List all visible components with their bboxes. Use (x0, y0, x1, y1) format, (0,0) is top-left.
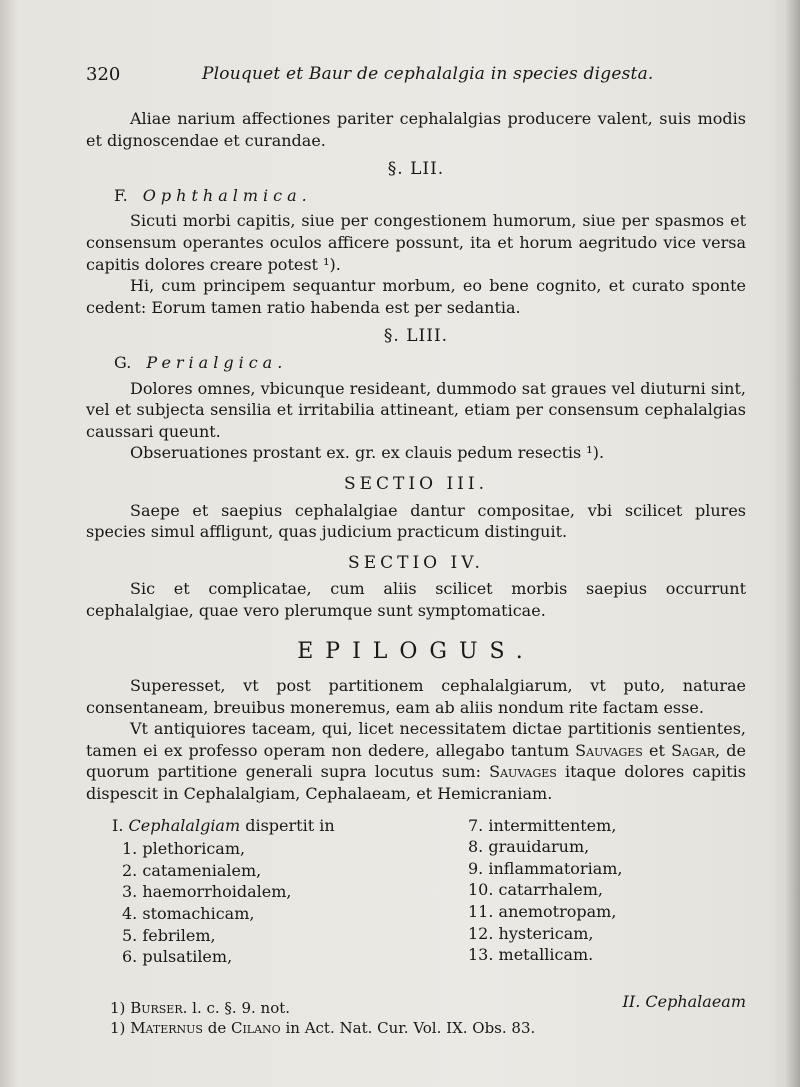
paragraph-hi: Hi, cum principem sequantur morbum, eo bene cognito, et curato sponte cedent: Eorum tamen ratio habenda est per sedantia. (86, 276, 746, 317)
paragraph-vt-antiquiores (86, 718, 746, 804)
section-53-letter: G. (114, 352, 132, 372)
list-heading-rest: dispertit in (240, 815, 335, 835)
list-item: 9. inflammatoriam, (468, 858, 623, 878)
author-name: Sauvages (575, 740, 643, 760)
page-body (86, 108, 746, 1013)
footnote-author: Maternus (130, 1019, 203, 1037)
list-heading-number: I. (112, 815, 124, 835)
list-heading (112, 815, 442, 837)
page-edge-shadow (786, 0, 800, 1087)
footnote-author: Burser. (130, 999, 188, 1017)
list-item: 13. metallicam. (468, 945, 594, 965)
section-52-letter: F. (114, 185, 128, 205)
paragraph-superesset: Superesset, vt post partitionem cephalalgiarum, vt puto, naturae consentaneam, breuibus moneremus, eam ab aliis nondum rite factam esse. (86, 676, 746, 717)
footnotes (110, 998, 670, 1038)
classification-list (86, 815, 746, 987)
paragraph-narium: Aliae narium affectiones pariter cephalalgias producere valent, suis modis et dignoscendae et curandae. (86, 109, 746, 150)
page-header (86, 64, 746, 90)
running-head: Plouquet et Baur de cephalalgia in species digesta. (202, 64, 654, 84)
section-52-heading: §. LII. (387, 159, 445, 180)
list-item: 2. catamenialem, (122, 860, 262, 880)
page-number: 320 (86, 64, 121, 85)
list-item: 7. intermittentem, (468, 815, 617, 835)
list-column-right (468, 815, 746, 966)
section-53-subtitle (114, 352, 746, 374)
list-item: 11. anemotropam, (468, 902, 617, 921)
text-run: Vt antiquiores taceam, qui, licet necessitatem dictae partitionis sentientes, tamen ei ex professo operam non dedere, allegabo tantum (86, 719, 746, 760)
list-item: 10. catarrhalem, (468, 880, 603, 900)
paragraph-obseruationes: Obseruationes prostant ex. gr. ex clauis pedum resectis ¹). (130, 443, 605, 463)
list-item: 3. haemorrhoidalem, (122, 882, 292, 902)
catchword: II. Cephalaeam (622, 991, 746, 1011)
footnote-author: Cilano (230, 1019, 281, 1037)
list-item: 4. stomachicam, (122, 904, 255, 923)
section-53-title: Perialgica. (146, 352, 288, 372)
footnote-text: l. c. §. 9. not. (187, 999, 291, 1017)
sectio-3-heading: SECTIO III. (343, 473, 488, 494)
author-name: Sauvages (489, 762, 557, 782)
paragraph-saepe: Saepe et saepius cephalalgiae dantur compositae, vbi scilicet plures species simul affligunt, quas judicium practicum distinguit. (86, 500, 746, 542)
footnote-mark: 1) (110, 1019, 126, 1037)
text-run: itaque dolores capitis dispescit in Cephalalgiam, Cephalaeam, et Hemicraniam. (86, 762, 746, 804)
list-item: 1. plethoricam, (122, 839, 246, 859)
list-item: 5. febrilem, (122, 925, 216, 945)
list-column-left (112, 815, 442, 968)
list-item: 6. pulsatilem, (122, 947, 233, 967)
epilogus-heading: EPILOGUS. (297, 639, 535, 665)
section-52-subtitle (114, 185, 746, 207)
paragraph-sic: Sic et complicatae, cum aliis scilicet morbis saepius occurrunt cephalalgiae, quae vero plerumque sunt symptomaticae. (86, 579, 746, 620)
text-run: et (642, 740, 672, 760)
paragraph-dolores: Dolores omnes, vbicunque resideant, dummodo sat graues vel diuturni sint, vel et subjecta sensilia et irritabilia attineant, etiam per consensum cephalalgias caussari queunt. (86, 378, 746, 441)
footnote-text: de (202, 1019, 231, 1037)
list-heading-term: Cephalalgiam (128, 815, 241, 835)
section-52-title: Ophthalmica. (142, 185, 312, 205)
sectio-4-heading: SECTIO IV. (348, 552, 484, 573)
text-run: , de quorum partitione generali supra locutus sum: (86, 740, 746, 782)
footnote-2 (110, 1018, 670, 1038)
section-53-heading: §. LIII. (383, 326, 449, 347)
list-item: 8. grauidarum, (468, 837, 590, 857)
footnote-1 (110, 998, 670, 1018)
footnote-text: in Act. Nat. Cur. Vol. IX. Obs. 83. (280, 1019, 536, 1037)
list-item: 12. hystericam, (468, 923, 594, 943)
paragraph-sicuti: Sicuti morbi capitis, siue per congestionem humorum, siue per spasmos et consensum operantes oculos afficere possunt, ita et horum aegritudo vice versa capitis dolores creare potest ¹). (86, 211, 746, 274)
author-name: Sagar (671, 740, 716, 760)
footnote-mark: 1) (110, 999, 126, 1017)
